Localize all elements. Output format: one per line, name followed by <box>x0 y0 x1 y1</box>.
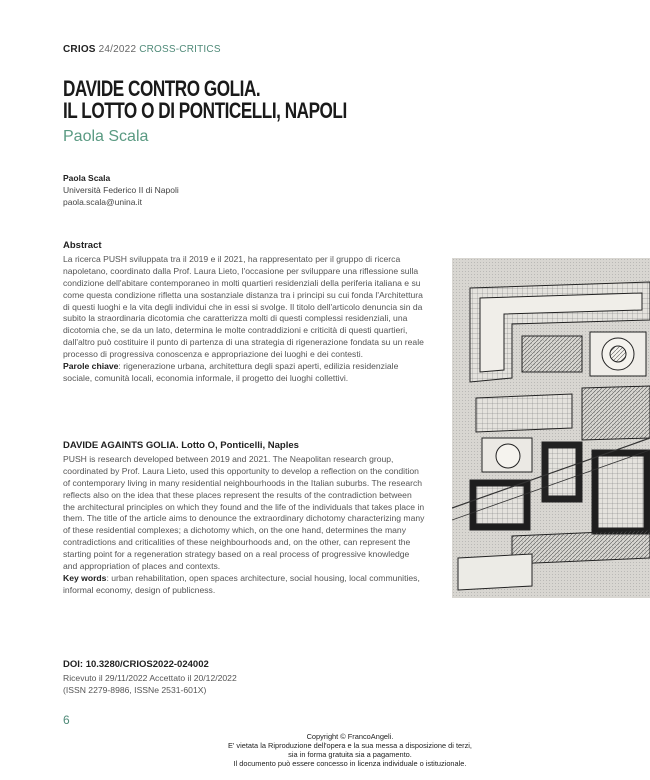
copyright-line-1: Copyright © FrancoAngeli. <box>306 732 394 741</box>
keywords-italian <box>63 361 425 385</box>
abstract-text: La ricerca PUSH sviluppata tra il 2019 e il 2021, ha rappresentato per il gruppo di ricerca napoletano, coordinato dalla Prof. Laura Lieto, l'occasione per sviluppare una riflessione sulla condizione dell'abitare contemporaneo in molti quartieri residenziali della periferia italiana e su come questa condizione rifletta una sostanziale distanza tra i principi su cui fonda l'Architettura di questi luoghi e la vita degli individui che in essi si svolge. Il titolo dell'articolo denuncia sin da subito la straordinaria dicotomia che caratterizza molti di questi complessi residenziali, una dicotomia che, se da un lato, determina le molte contraddizioni e criticità di questi quartieri, dall'altro può costituire il punto di partenza di una strategia di rigenerazione fondata su un reale processo di progressiva conoscenza e appropriazione dei luoghi e dei contesti. <box>63 253 424 360</box>
english-abstract-text: PUSH is research developed between 2019 and 2021. The Neapolitan research group, coordinated by Prof. Laura Lieto, used this opportunity to develop a reflection on the condition of contemporary living in many residential neighbourhoods in the Italian suburbs. The research reflects also on the idea that these places represent the results of the contradiction between the architectural principles on which they found and the life of the individuals that takes place in them. The title of the article aims to denounce the extraordinary dichotomy characterizing many of these residential complexes; a dichotomy which, on the one hand, determines the many contradictions and criticalities of these neighbourhoods and, on the other, can represent the starting point for a regeneration strategy based on a real process of progressive knowledge and appropriation of places and contexts. <box>63 453 425 572</box>
publication-info <box>63 659 237 696</box>
abstract-italian <box>63 240 425 385</box>
keywords-label-en: Key words <box>63 572 107 583</box>
running-header <box>63 44 221 55</box>
title-author: Paola Scala <box>63 128 149 145</box>
issue-number: 24/2022 <box>98 44 137 55</box>
copyright-line-3: sia in forma gratuita sia a pagamento. <box>288 750 412 759</box>
received-accepted: Ricevuto il 29/11/2022 Accettato il 20/12/2022 <box>63 673 237 683</box>
title-line-1: DAVIDE CONTRO GOLIA. <box>63 76 261 101</box>
author-affiliation: Università Federico II di Napoli <box>63 185 179 195</box>
copyright-notice <box>150 732 550 768</box>
abstract-english <box>63 440 425 597</box>
title-line-2: IL LOTTO O DI PONTICELLI, NAPOLI <box>63 98 347 123</box>
journal-name: CRIOS <box>63 44 96 55</box>
section-name: CROSS-CRITICS <box>139 44 221 55</box>
author-name: Paola Scala <box>63 173 111 183</box>
article-title <box>63 78 359 122</box>
copyright-line-4: Il documento può essere concesso in licenza individuale o istituzionale. <box>233 759 467 768</box>
keywords-english <box>63 573 425 597</box>
english-title-heading: DAVIDE AGAINTS GOLIA. Lotto O, Ponticelli, Naples <box>63 440 299 451</box>
keywords-text: : rigenerazione urbana, architettura degli spazi aperti, edilizia residenziale sociale, comunità locali, economia informale, il progetto dei luoghi collettivi. <box>63 361 399 383</box>
doi[interactable]: DOI: 10.3280/CRIOS2022-024002 <box>63 659 209 670</box>
copyright-line-2: E' vietata la Riproduzione dell'opera e la sua messa a disposizione di terzi, <box>228 741 472 750</box>
author-email[interactable]: paola.scala@unina.it <box>63 197 143 207</box>
author-info <box>63 172 179 208</box>
page-number: 6 <box>63 713 70 727</box>
keywords-text-en: : urban rehabilitation, open spaces architecture, social housing, local communities, informal economy, design of publicness. <box>63 572 420 595</box>
issn: (ISSN 2279-8986, ISSNe 2531-601X) <box>63 685 207 695</box>
site-plan-svg <box>452 258 650 598</box>
site-plan-drawing <box>452 258 650 598</box>
abstract-heading: Abstract <box>63 240 102 251</box>
keywords-label: Parole chiave <box>63 361 119 372</box>
